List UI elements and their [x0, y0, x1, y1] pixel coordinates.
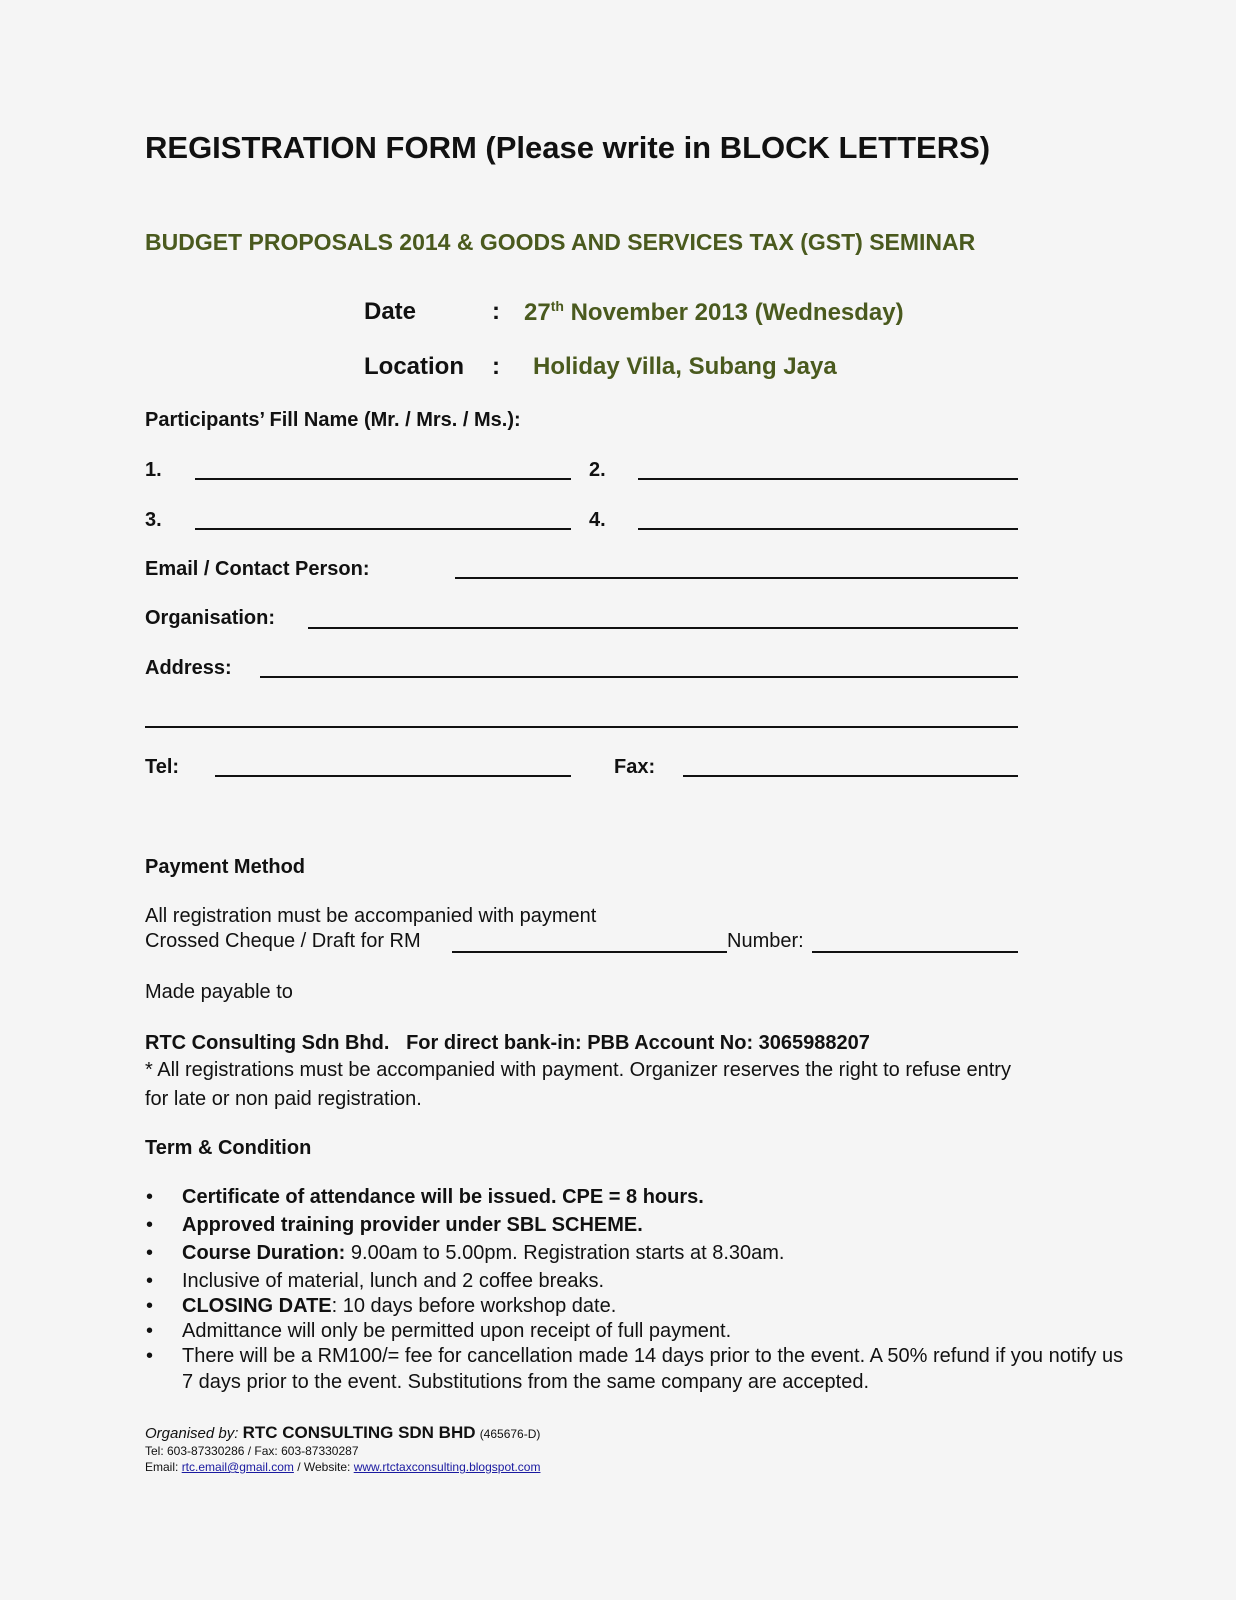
term-bold: Certificate of attendance will be issued. CPE = 8 hours. [182, 1186, 704, 1208]
organisation-label: Organisation: [145, 607, 276, 629]
bullet-icon: • [146, 1345, 154, 1367]
term-text: Inclusive of material, lunch and 2 coffee breaks. [182, 1270, 605, 1292]
bullet-icon: • [146, 1295, 154, 1317]
term-item [182, 1345, 1123, 1368]
bank-account: For direct bank-in: PBB Account No: 3065988207 [406, 1032, 870, 1054]
website-link[interactable]: www.rtctaxconsulting.blogspot.com [353, 1460, 541, 1474]
payment-note-1: * All registrations must be accompanied with payment. Organizer reserves the right to refuse entry [145, 1059, 1011, 1081]
cheque-label: Crossed Cheque / Draft for RM [145, 930, 421, 952]
email-link[interactable]: rtc.email@gmail.com [181, 1460, 294, 1474]
term-bold: CLOSING DATE [182, 1295, 332, 1317]
participant-4-label: 4. [589, 509, 606, 531]
bullet-icon: • [146, 1320, 154, 1342]
term-item [182, 1186, 704, 1209]
fax-field[interactable] [683, 775, 1018, 777]
term-text: : 10 days before workshop date. [331, 1295, 617, 1317]
location-label: Location [364, 353, 464, 380]
bank-details [145, 1032, 870, 1055]
participant-1-label: 1. [145, 459, 162, 481]
organisation-field[interactable] [308, 627, 1018, 629]
cheque-number-label: Number: [727, 930, 804, 952]
participant-2-field[interactable] [638, 478, 1018, 480]
payment-heading: Payment Method [145, 856, 306, 878]
term-item [182, 1320, 731, 1343]
participant-3-field[interactable] [195, 528, 571, 530]
terms-heading: Term & Condition [145, 1137, 312, 1159]
bullet-icon: • [146, 1186, 154, 1208]
participant-4-field[interactable] [638, 528, 1018, 530]
date-day: 27 [524, 299, 551, 326]
address-label: Address: [145, 657, 232, 679]
term-text: There will be a RM100/= fee for cancellation made 14 days prior to the event. A 50% refund if you notify us [182, 1345, 1124, 1367]
email-label-footer: Email: [145, 1460, 182, 1474]
term-item [182, 1214, 643, 1237]
bullet-icon: • [146, 1270, 154, 1292]
date-rest: November 2013 (Wednesday) [563, 299, 904, 326]
payment-note-2: for late or non paid registration. [145, 1088, 422, 1110]
organiser-name: RTC CONSULTING SDN BHD [242, 1423, 476, 1442]
term-text: 7 days prior to the event. Substitutions from the same company are accepted. [182, 1371, 870, 1393]
date-label: Date [364, 298, 417, 325]
term-item [182, 1295, 616, 1318]
tel-field[interactable] [215, 775, 571, 777]
website-label: / Website: [293, 1460, 354, 1474]
organiser-line [145, 1423, 540, 1443]
fax-label: Fax: [614, 756, 656, 778]
seminar-title: BUDGET PROPOSALS 2014 & GOODS AND SERVICES TAX (GST) SEMINAR [145, 229, 976, 255]
participant-2-label: 2. [589, 459, 606, 481]
tel-label: Tel: [145, 756, 180, 778]
cheque-amount-field[interactable] [452, 951, 727, 953]
email-field[interactable] [455, 577, 1018, 579]
term-item [182, 1270, 604, 1293]
term-text: 9.00am to 5.00pm. Registration starts at 8.30am. [345, 1242, 785, 1264]
date-suffix: th [550, 298, 564, 314]
location-colon: : [492, 353, 500, 380]
footer-contact: Tel: 603-87330286 / Fax: 603-87330287 [145, 1444, 359, 1458]
address-field-line-2[interactable] [145, 726, 1018, 728]
payment-requirement: All registration must be accompanied with payment [145, 905, 597, 927]
location-value: Holiday Villa, Subang Jaya [533, 353, 837, 380]
registration-number: (465676-D) [479, 1427, 541, 1441]
term-text: Admittance will only be permitted upon receipt of full payment. [182, 1320, 732, 1342]
company-name: RTC Consulting Sdn Bhd. [145, 1032, 390, 1054]
form-title: REGISTRATION FORM (Please write in BLOCK LETTERS) [145, 130, 991, 165]
payable-to: Made payable to [145, 981, 293, 1003]
footer-links [145, 1460, 540, 1474]
address-field-line-1[interactable] [260, 676, 1018, 678]
term-bold: Approved training provider under SBL SCHEME. [182, 1214, 643, 1236]
bullet-icon: • [146, 1214, 154, 1236]
participant-1-field[interactable] [195, 478, 571, 480]
email-label: Email / Contact Person: [145, 558, 370, 580]
term-bold: Course Duration: [182, 1242, 346, 1264]
participant-3-label: 3. [145, 509, 162, 531]
bullet-icon: • [146, 1242, 154, 1264]
term-item [182, 1371, 869, 1394]
participants-label: Participants’ Fill Name (Mr. / Mrs. / Ms.): [145, 409, 521, 431]
cheque-number-field[interactable] [812, 951, 1018, 953]
organised-by-label: Organised by: [145, 1425, 239, 1442]
date-colon: : [492, 298, 500, 325]
date-value [524, 298, 904, 327]
term-item [182, 1242, 784, 1265]
